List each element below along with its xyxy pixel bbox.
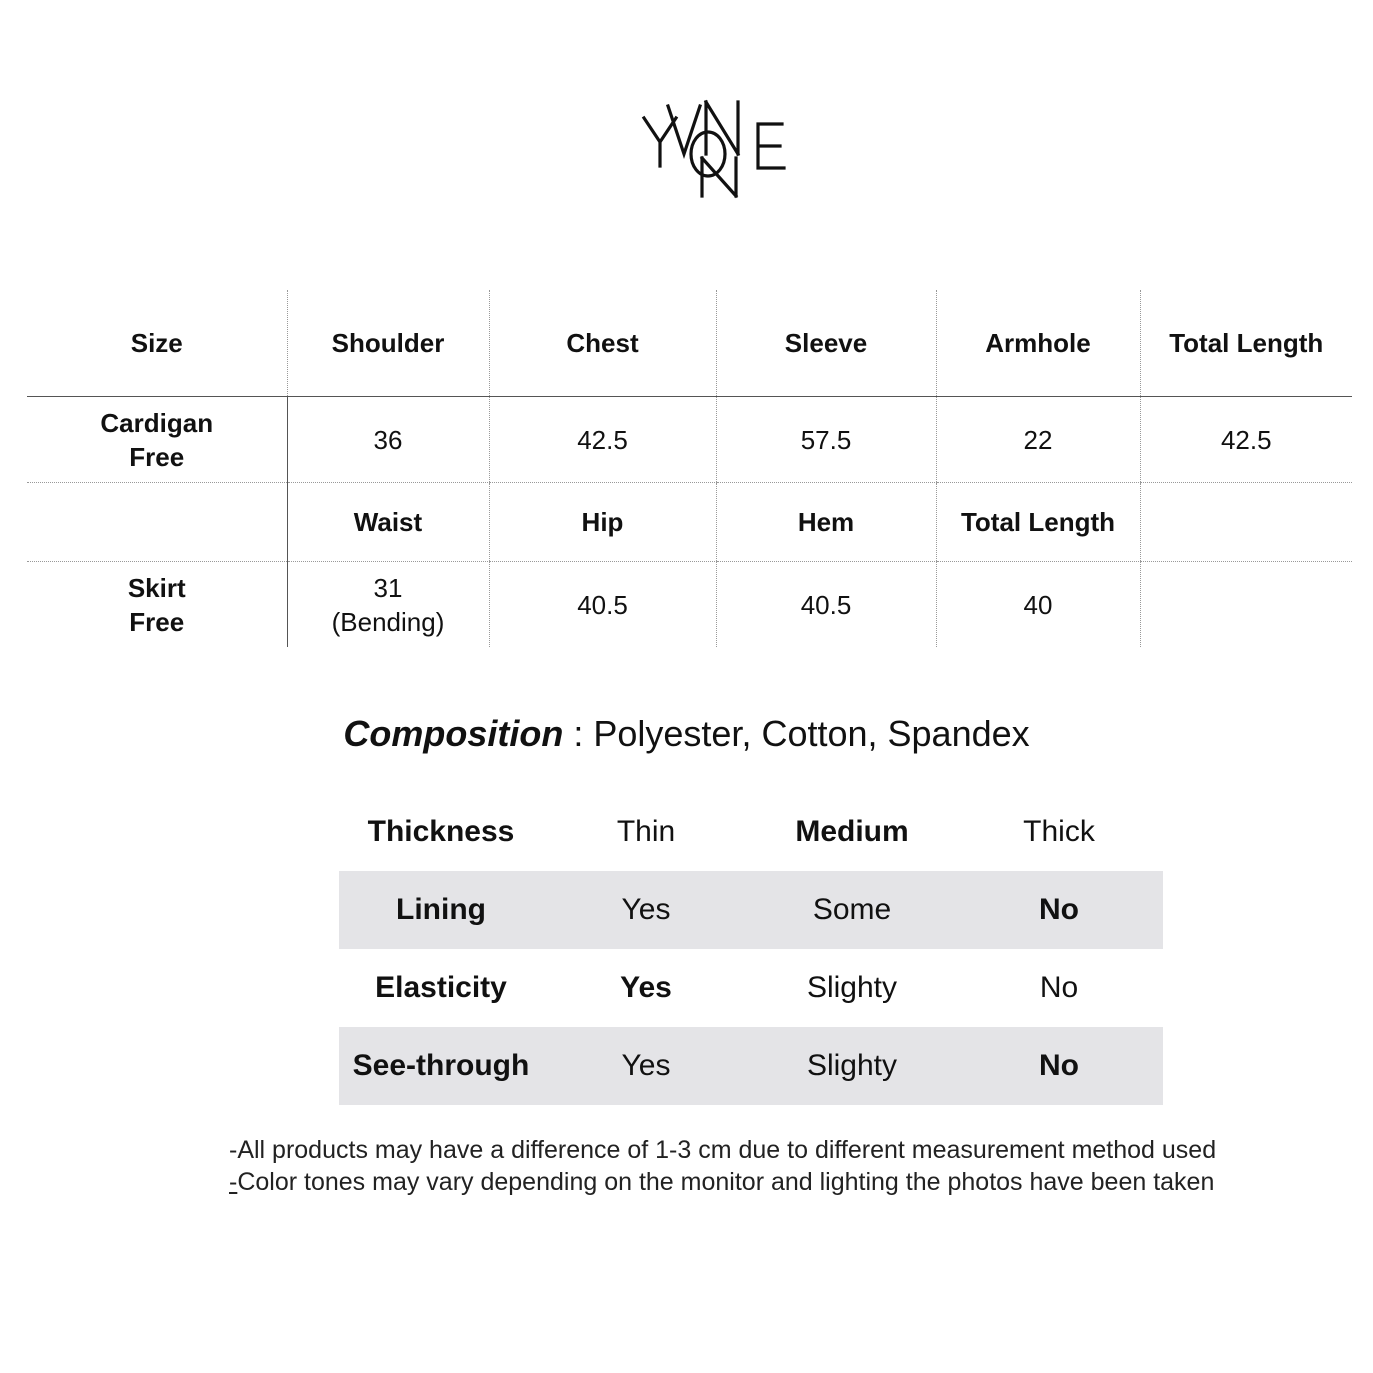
cardigan-size: Free bbox=[129, 441, 185, 472]
cardigan-label bbox=[27, 397, 287, 483]
header-hem: Hem bbox=[716, 483, 936, 562]
size-chart-table bbox=[27, 290, 1352, 647]
fabric-row-see-through bbox=[339, 1027, 1163, 1105]
skirt-waist bbox=[287, 562, 489, 648]
skirt-empty bbox=[1140, 562, 1352, 648]
skirt-size: Free bbox=[129, 606, 185, 637]
skirt-header-row bbox=[27, 483, 1352, 562]
skirt-hip: 40.5 bbox=[489, 562, 716, 648]
size-header-row bbox=[27, 290, 1352, 397]
skirt-header-blank bbox=[27, 483, 287, 562]
thickness-option: Medium bbox=[795, 815, 909, 848]
skirt-hem: 40.5 bbox=[716, 562, 936, 648]
attr-thickness: Thickness bbox=[367, 815, 515, 848]
skirt-label bbox=[27, 562, 287, 648]
skirt-total-length: 40 bbox=[936, 562, 1140, 648]
note-measurement: -All products may have a difference of 1-3 cm due to different measurement method used bbox=[229, 1136, 1217, 1164]
lining-option: Some bbox=[749, 871, 955, 949]
see-through-option: Slighty bbox=[749, 1027, 955, 1105]
note-color-text: Color tones may vary depending on the monitor and lighting the photos have been taken bbox=[237, 1168, 1215, 1196]
cardigan-sleeve: 57.5 bbox=[716, 397, 936, 483]
cardigan-shoulder: 36 bbox=[287, 397, 489, 483]
header-hip: Hip bbox=[489, 483, 716, 562]
skirt-header-empty bbox=[1140, 483, 1352, 562]
header-skirt-total-length: Total Length bbox=[936, 483, 1140, 562]
header-size: Size bbox=[27, 290, 287, 397]
skirt-name: Skirt bbox=[127, 572, 186, 603]
header-sleeve: Sleeve bbox=[716, 290, 936, 397]
skirt-waist-value: 31 bbox=[373, 572, 403, 603]
header-shoulder: Shoulder bbox=[287, 290, 489, 397]
skirt-waist-note: (Bending) bbox=[331, 606, 445, 637]
cardigan-chest: 42.5 bbox=[489, 397, 716, 483]
composition-label: Composition bbox=[343, 713, 564, 754]
thickness-option: Thick bbox=[1023, 815, 1095, 848]
cardigan-total-length: 42.5 bbox=[1140, 397, 1352, 483]
attr-lining: Lining bbox=[339, 871, 543, 949]
composition-line bbox=[0, 710, 1373, 758]
header-waist: Waist bbox=[287, 483, 489, 562]
elasticity-option: Yes bbox=[620, 971, 672, 1004]
disclaimer-notes bbox=[229, 1134, 1216, 1198]
fabric-properties-table bbox=[339, 793, 1163, 1105]
note-color-dash: - bbox=[229, 1168, 238, 1196]
attr-elasticity: Elasticity bbox=[375, 971, 507, 1004]
cardigan-row bbox=[27, 397, 1352, 483]
skirt-row bbox=[27, 562, 1352, 648]
see-through-option: Yes bbox=[543, 1027, 749, 1105]
composition-value: Polyester, Cotton, Spandex bbox=[593, 713, 1030, 754]
note-color bbox=[229, 1166, 1216, 1198]
see-through-option: No bbox=[955, 1027, 1163, 1105]
lining-option: No bbox=[955, 871, 1163, 949]
cardigan-armhole: 22 bbox=[936, 397, 1140, 483]
fabric-row-elasticity bbox=[339, 949, 1163, 1027]
thickness-option: Thin bbox=[616, 815, 676, 848]
elasticity-option: Slighty bbox=[806, 971, 898, 1004]
fabric-row-thickness bbox=[339, 793, 1163, 871]
lining-option: Yes bbox=[543, 871, 749, 949]
header-chest: Chest bbox=[489, 290, 716, 397]
header-total-length: Total Length bbox=[1140, 290, 1352, 397]
cardigan-name: Cardigan bbox=[100, 407, 214, 438]
brand-logo bbox=[636, 96, 796, 206]
composition-separator: : bbox=[563, 713, 594, 754]
elasticity-option: No bbox=[1039, 971, 1079, 1004]
header-armhole: Armhole bbox=[936, 290, 1140, 397]
fabric-row-lining bbox=[339, 871, 1163, 949]
attr-see-through: See-through bbox=[339, 1027, 543, 1105]
